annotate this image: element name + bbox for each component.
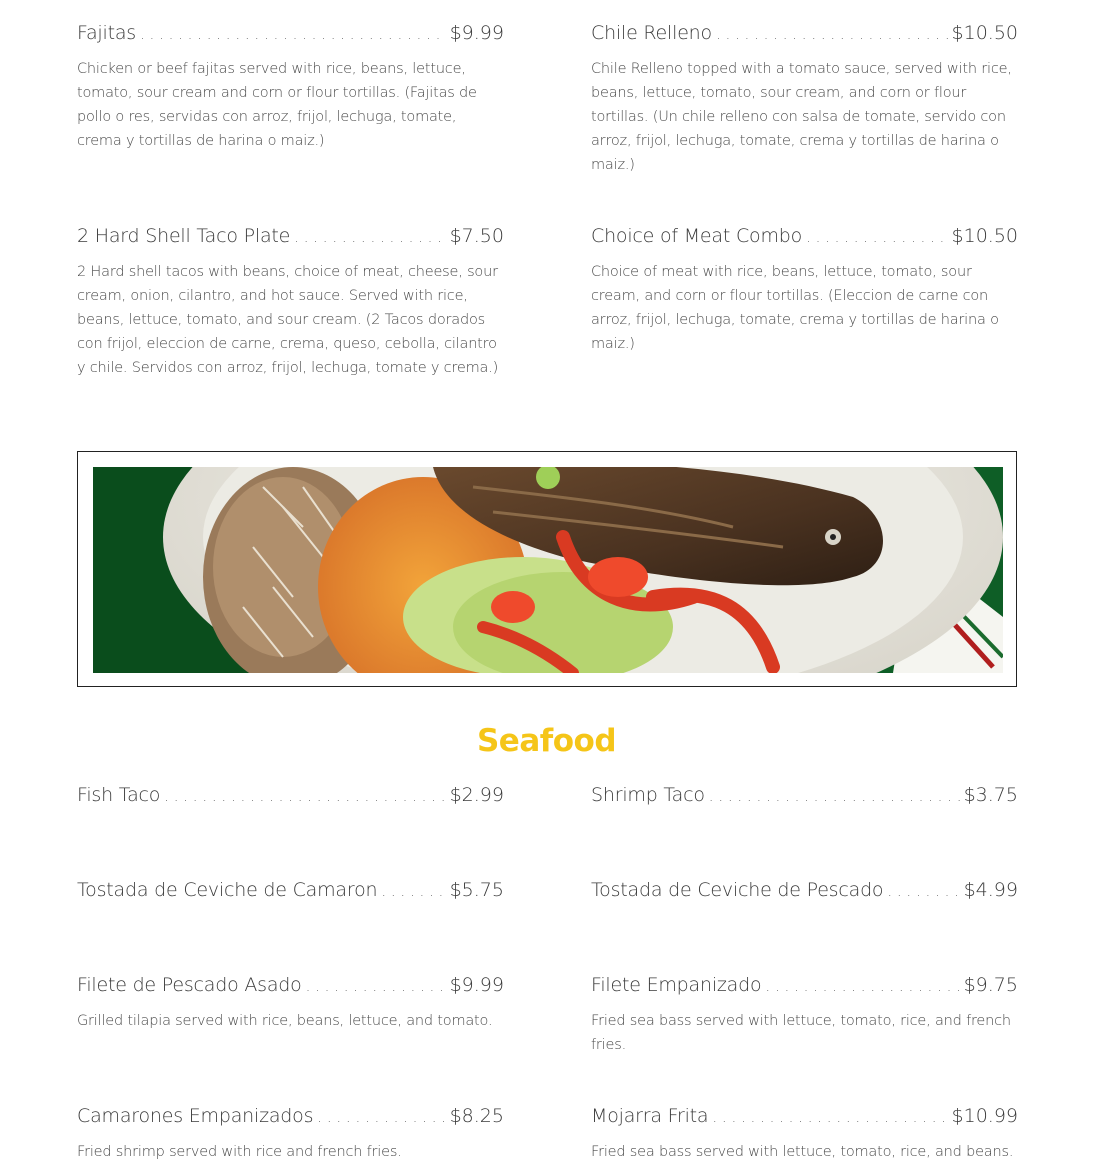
menu-item-name: Mojarra Frita xyxy=(591,1105,709,1127)
menu-item-price: $9.99 xyxy=(449,22,504,44)
fried-fish-plate-photo xyxy=(93,467,1003,673)
menu-item-name: Choice of Meat Combo xyxy=(591,225,803,247)
dot-leader xyxy=(712,1104,947,1130)
menu-item-price: $2.99 xyxy=(449,784,504,806)
menu-item xyxy=(77,877,504,904)
menu-item-price: $10.50 xyxy=(951,22,1018,44)
dot-leader xyxy=(306,973,446,999)
menu-item-name: Tostada de Ceviche de Camaron xyxy=(77,879,378,901)
menu-item-price: $10.99 xyxy=(951,1105,1018,1127)
dot-leader xyxy=(709,783,960,809)
menu-item-description: Fried sea bass served with lettuce, tomato, rice, and beans. xyxy=(591,1144,1014,1160)
dot-leader xyxy=(317,1104,445,1130)
menu-item-price: $10.50 xyxy=(951,225,1018,247)
menu-item-price: $7.50 xyxy=(449,225,504,247)
menu-item-name: Camarones Empanizados xyxy=(77,1105,314,1127)
menu-item-name: Filete Empanizado xyxy=(591,974,762,996)
dot-leader xyxy=(716,21,948,47)
menu-item-description: Chicken or beef fajitas served with rice, beans, lettuce, tomato, sour cream and corn or flour tortillas. (Fajitas de pollo o res, servidas con arroz, frijol, lechuga, tomate, crema y tortillas de harina o maiz.) xyxy=(77,61,477,149)
menu-item xyxy=(77,1103,504,1164)
menu-item-description: Chile Relleno topped with a tomato sauce, served with rice, beans, lettuce, tomato, sour cream, and corn or flour tortillas. (Un chile relleno con salsa de tomate, servido con arroz, frijol, lechuga, tomate, crema y tortillas de harina o maiz.) xyxy=(591,61,1012,173)
menu-item-price: $9.99 xyxy=(449,974,504,996)
menu-item-name: 2 Hard Shell Taco Plate xyxy=(77,225,291,247)
menu-item-price: $4.99 xyxy=(963,879,1018,901)
dot-leader xyxy=(765,973,959,999)
menu-item-description: Fried shrimp served with rice and french fries. xyxy=(77,1144,402,1160)
menu-item xyxy=(591,782,1018,809)
menu-item xyxy=(77,782,504,809)
menu-item-price: $9.75 xyxy=(963,974,1018,996)
menu-item-description: Grilled tilapia served with rice, beans, lettuce, and tomato. xyxy=(77,1013,493,1029)
dot-leader xyxy=(294,224,445,250)
menu-item xyxy=(77,223,504,380)
dot-leader xyxy=(140,21,446,47)
menu-item-price: $5.75 xyxy=(449,879,504,901)
food-photo-banner xyxy=(77,451,1017,687)
menu-item-price: $8.25 xyxy=(449,1105,504,1127)
menu-item xyxy=(77,972,504,1033)
menu-item-name: Shrimp Taco xyxy=(591,784,705,806)
menu-item xyxy=(591,223,1018,356)
dot-leader xyxy=(806,224,947,250)
menu-item-name: Filete de Pescado Asado xyxy=(77,974,302,996)
menu-item xyxy=(591,1103,1018,1164)
menu-item xyxy=(591,972,1018,1057)
menu-item-name: Fish Taco xyxy=(77,784,161,806)
menu-item-description: 2 Hard shell tacos with beans, choice of meat, cheese, sour cream, onion, cilantro, and hot sauce. Served with rice, beans, lettuce, tomato, and sour cream. (2 Tacos dorados con frijol, eleccion de carne, crema, queso, cebolla, cilantro y chile. Servidos con arroz, frijol, lechuga, tomate y crema.) xyxy=(77,264,499,376)
dot-leader xyxy=(164,783,445,809)
menu-item xyxy=(591,877,1018,904)
section-title-seafood: Seafood xyxy=(476,723,617,759)
menu-item-name: Fajitas xyxy=(77,22,136,44)
menu-item-description: Fried sea bass served with lettuce, tomato, rice, and french fries. xyxy=(591,1013,1011,1053)
menu-item-name: Tostada de Ceviche de Pescado xyxy=(591,879,884,901)
menu-item-price: $3.75 xyxy=(963,784,1018,806)
dot-leader xyxy=(887,878,959,904)
menu-item-description: Choice of meat with rice, beans, lettuce, tomato, sour cream, and corn or flour tortillas. (Eleccion de carne con arroz, frijol, lechuga, tomate, crema y tortillas de harina o maiz.) xyxy=(591,264,999,352)
menu-item xyxy=(591,20,1018,177)
menu-item xyxy=(77,20,504,153)
dot-leader xyxy=(381,878,445,904)
menu-item-name: Chile Relleno xyxy=(591,22,712,44)
